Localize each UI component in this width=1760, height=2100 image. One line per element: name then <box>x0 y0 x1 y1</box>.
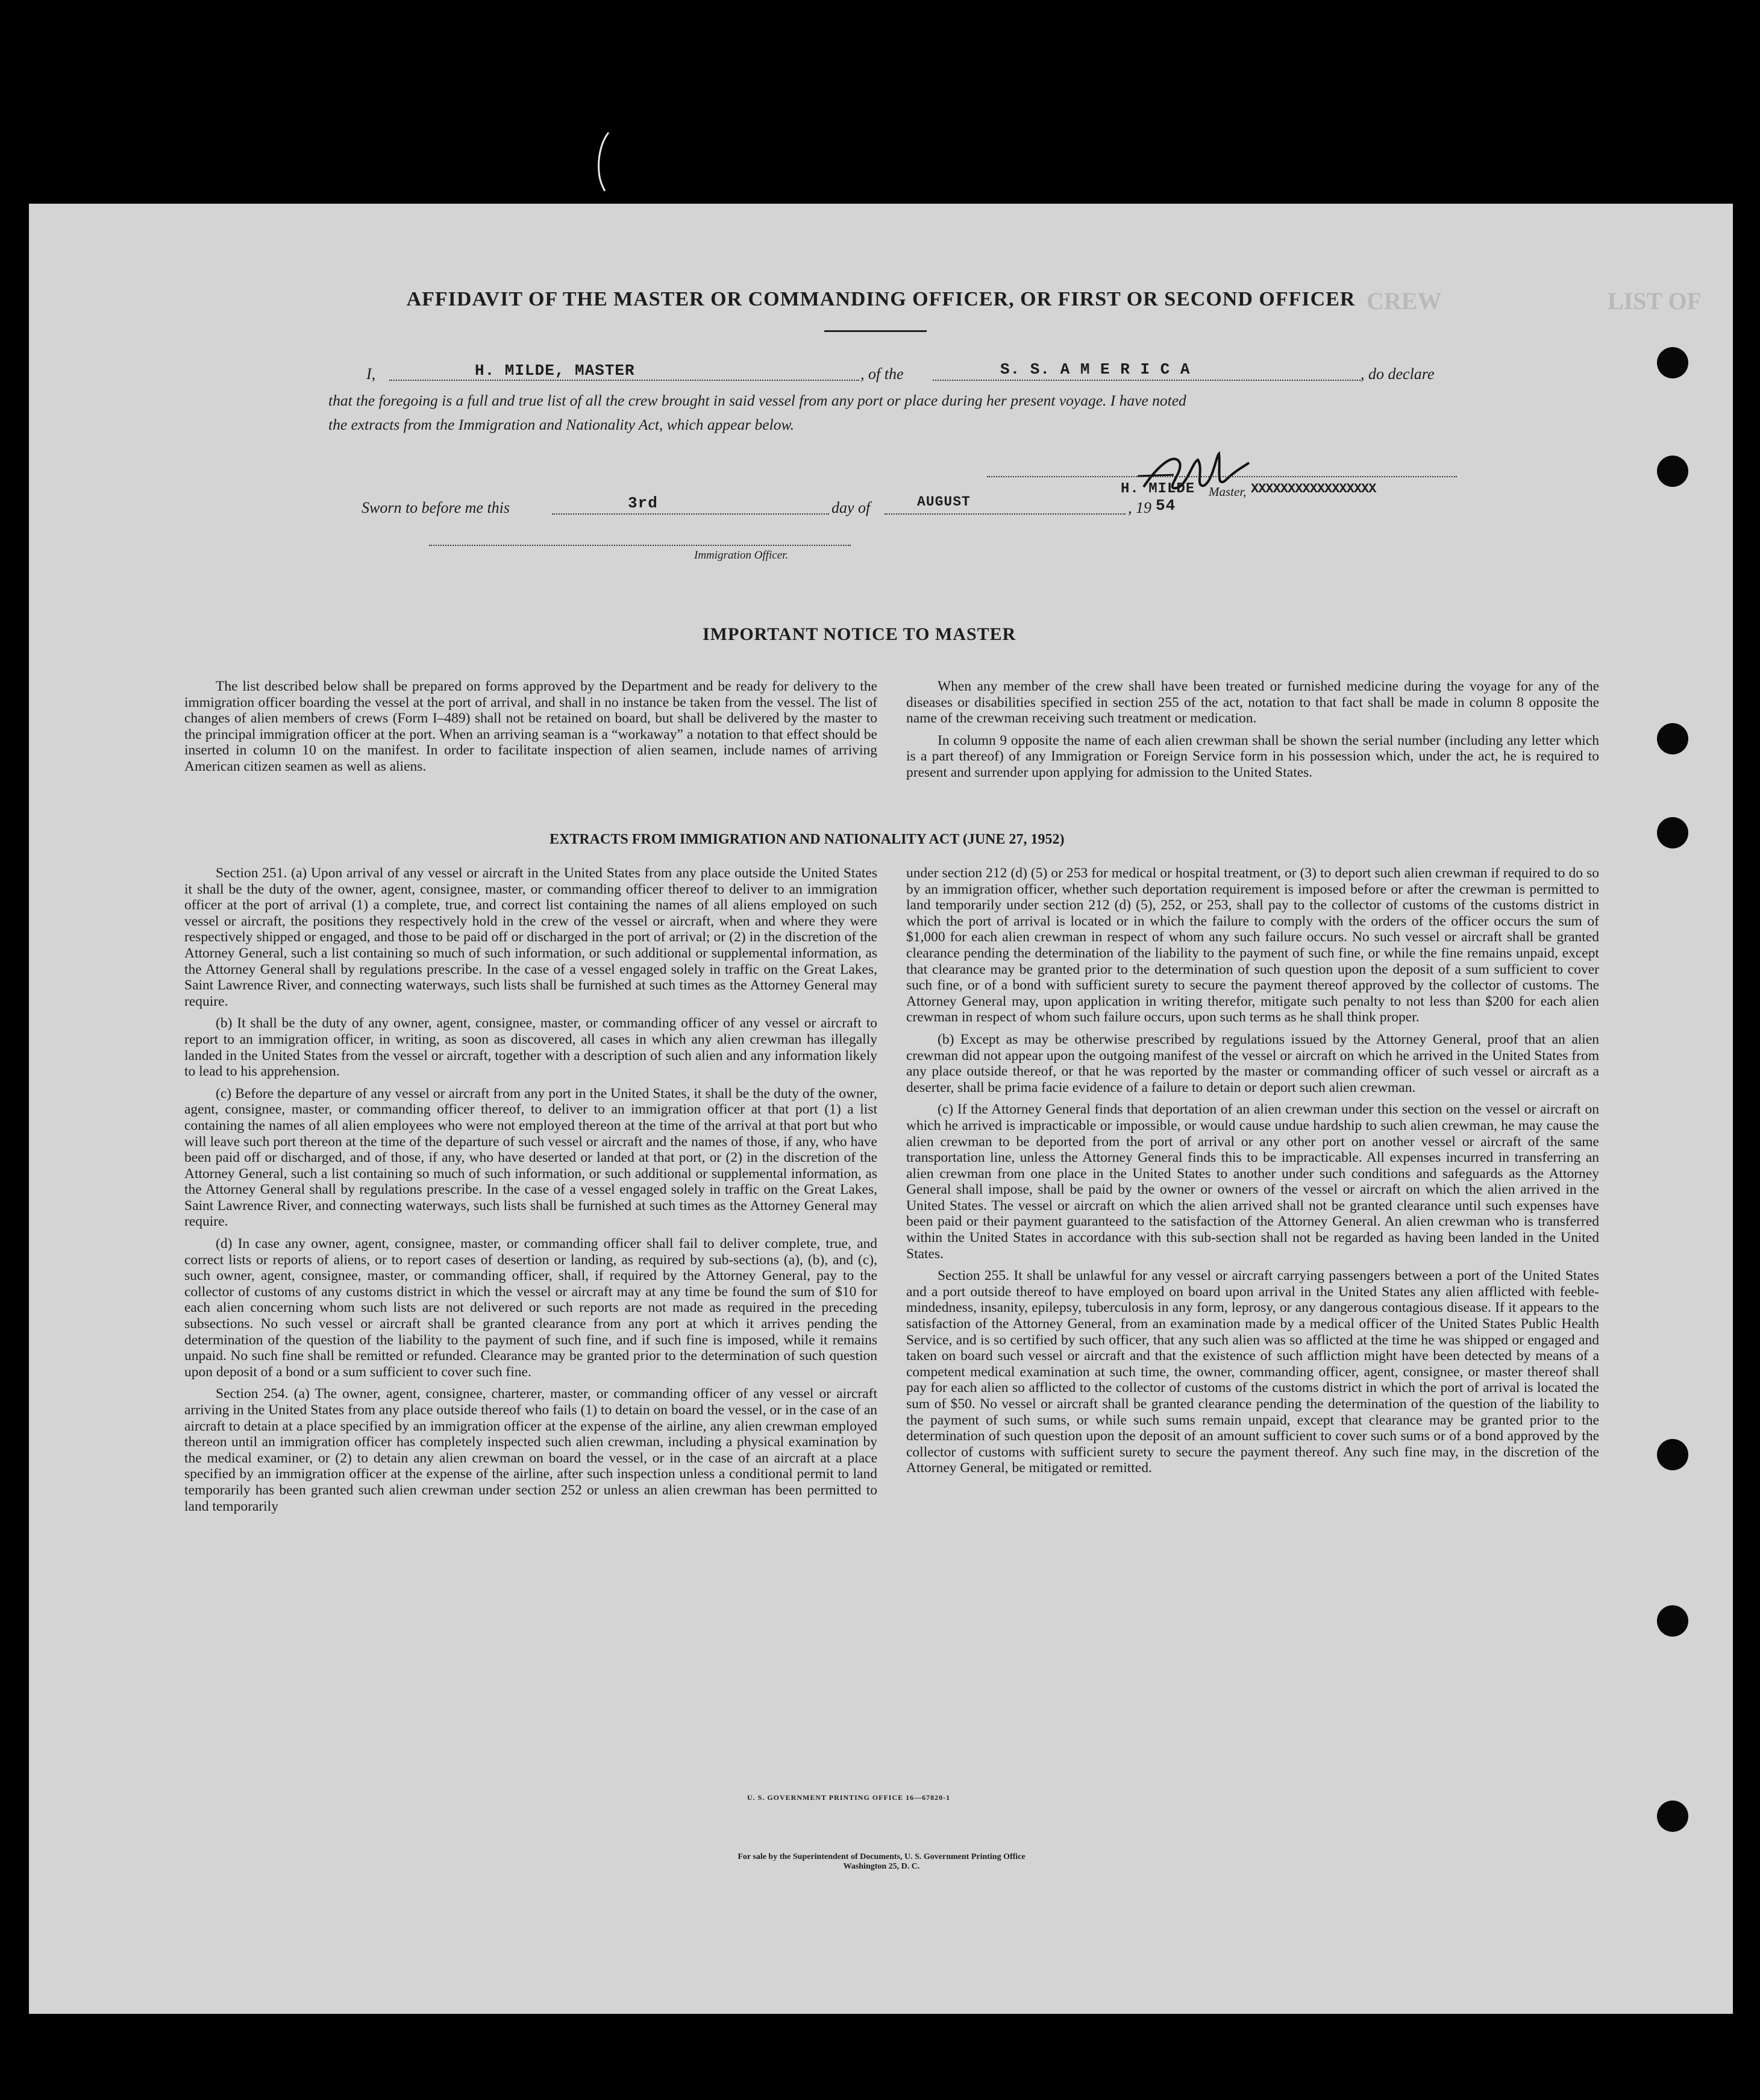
section-251-b: (b) It shall be the duty of any owner, agent, consignee, master, or commanding officer of any vessel or aircraft to report to an immigration officer, in writing, as soon as discovered, all cases in which any alien crewman has illegally landed in the United States from the vessel or aircraft, together with a description of such alien and any information likely to lead to his apprehension. <box>184 1015 877 1080</box>
section-255: Section 255. It shall be unlawful for any vessel or aircraft carrying passengers between a port of the United States and a port outside thereof to have employed on board upon arrival in the United States any alien afflicted with feeble-mindedness, insanity, epilepsy, tuberculosis in any form, leprosy, or any dangerous contagious disease. If it appears to the satisfaction of the Attorney General, from an examination made by a medical officer of the United States Public Health Service, and is so certified by such officer, that any such alien was so afflicted at the time he was shipped or engaged and taken on board such vessel or aircraft and that the existence of such affliction might have been detected by means of a competent medical examination at such time, the owner, commanding officer, agent, consignee, or master thereof shall pay for each alien so afflicted to the collector of customs of the customs district in which the port of arrival is located the sum of $50. No vessel or aircraft shall be granted clearance pending the determination of the question of the liability to the payment of such sums, or while such sums remain unpaid, except that clearance may be granted prior to the determination of such question upon the deposit of an amount sufficient to cover such sums or of a bond approved by the collector of customs with sufficient surety to secure the payment thereof. Any such fine may, in the discretion of the Attorney General, be mitigated or remitted. <box>906 1268 1599 1476</box>
section-251-c: (c) Before the departure of any vessel or aircraft from any port in the United States, it shall be the duty of the owner, agent, consignee, master, or commanding officer thereof, to deliver to an immigration officer at that port (1) a list containing the names of all alien employees who were not employed thereon at the time of the arrival at that port but who will leave such port thereon at the time of the departure of such vessel or aircraft and the names of those, if any, who have been paid off or discharged, and of those, if any, who have deserted or landed at that port, or (2) in the discretion of the Attorney General, such a list containing so much of such information, or such additional or supplemental information, as the Attorney General shall by regulations prescribe. In the case of a vessel engaged solely in traffic on the Great Lakes, Saint Lawrence River, and connecting waterways, such lists shall be furnished at such times as the Attorney General may require. <box>184 1085 877 1230</box>
do-declare-label: , do declare <box>1361 365 1435 383</box>
notice-right-paragraph-2: In column 9 opposite the name of each alien crewman shall be shown the serial number (including any letter which is a part thereof) of any Immigration or Foreign Service form in his possession which, under the act, he is required to present and surrender upon applying for admission to the United States. <box>906 732 1599 780</box>
section-251-d: (d) In case any owner, agent, consignee, master, or commanding officer shall fail to deliver complete, true, and correct lists or reports of aliens, or to report cases of desertion or landing, as required by sub-sections (a), (b), and (c), such owner, agent, consignee, master, or commanding officer, shall, if required by the Attorney General, pay to the collector of customs of any customs district in which the vessel or aircraft may at any time be found the sum of $10 for each alien concerning whom such lists are not delivered or such reports are not made as required in the preceding subsections. No such vessel or aircraft shall be granted clearance from any port at which it arrives pending the determination of the question of the liability to the payment of such fine, and if such fine is imposed, while it remains unpaid. No such fine shall be remitted or refunded. Clearance may be granted prior to the determination of such question upon deposit of a bond or a sum sufficient to cover such fine. <box>184 1236 877 1380</box>
officer-signature-line <box>429 545 851 546</box>
binder-hole-icon <box>1657 1605 1688 1637</box>
sale-line-1: For sale by the Superintendent of Documents, U. S. Government Printing Office <box>738 1852 1026 1861</box>
immigration-officer-caption: Immigration Officer. <box>694 549 789 562</box>
section-254-a-continued: under section 212 (d) (5) or 253 for medical or hospital treatment, or (3) to deport such alien crewman if required to do so by an immigration officer, whether such deportation requirement is imposed before or after the crewman is permitted to land temporarily under section 212 (d) (5), 252, or 253, shall pay to the collector of customs of the customs district in which the port of arrival is located or in which the failure to comply with the orders of the officer occurs the sum of $1,000 for each alien crewman in respect of whom any such failure occurs. No such vessel or aircraft shall be granted clearance pending the determination of the liability to the payment of such fine, or while the fine remains unpaid, except that clearance may be granted prior to the determination of such question upon the deposit of a sum sufficient to cover such fine, or of a bond with sufficient surety to secure the payment thereof approved by the collector of customs. The Attorney General may, upon application in writing therefor, mitigate such penalty to not less than $200 for each alien crewman in respect of whom such failure occurs, upon such terms as he shall think proper. <box>906 865 1599 1026</box>
day-of-label: day of <box>831 499 871 516</box>
title-rule <box>824 330 927 332</box>
sworn-month: AUGUST <box>917 494 971 510</box>
extracts-left-column <box>184 865 877 1514</box>
binder-hole-icon <box>1657 1439 1688 1470</box>
name-line <box>389 380 859 381</box>
document-sheet <box>29 204 1733 2014</box>
sworn-label: Sworn to before me this <box>362 499 510 516</box>
master-struck-text: XXXXXXXXXXXXXXXXX <box>1251 481 1376 497</box>
sworn-year: 54 <box>1156 497 1176 515</box>
bleed-through-list-of: LIST OF <box>1608 287 1702 315</box>
pencil-mark-icon <box>590 130 615 196</box>
binder-hole-icon <box>1657 817 1688 848</box>
vessel-line <box>933 380 1361 381</box>
signature-typed-name: H. MILDE <box>1121 481 1195 497</box>
notice-right-paragraph-1: When any member of the crew shall have been treated or furnished medicine during the voyage for any of the diseases or disabilities specified in section 255 of the act, notation to that fact shall be made in column 8 opposite the name of the crewman receiving such treatment or medication. <box>906 679 1599 727</box>
binder-hole-icon <box>1657 723 1688 754</box>
month-line <box>885 513 1126 515</box>
affidavit-title: AFFIDAVIT OF THE MASTER OR COMMANDING OFFICER, OR FIRST OR SECOND OFFICER <box>406 288 1356 310</box>
notice-left-paragraph: The list described below shall be prepared on forms approved by the Department and be ready for delivery to the immigration officer boarding the vessel at the port of arrival, and shall in no instance be taken from the vessel. The list of changes of alien members of crews (Form I–489) shall not be retained on board, but shall be delivered by the master to the principal immigration officer at the port. When an arriving seaman is a “workaway” a notation to that effect should be inserted in column 10 on the manifest. In order to facilitate inspection of alien seamen, include names of arriving American citizen seamen as well as aliens. <box>184 679 877 774</box>
section-254-c: (c) If the Attorney General finds that deportation of an alien crewman under this section on the vessel or aircraft on which he arrived is impracticable or impossible, or would cause undue hardship to such alien crewman, he may cause the alien crewman to be deported from the port of arrival or any other port on another vessel or aircraft of the same transportation line, unless the Attorney General finds this to be impracticable. All expenses incurred in transferring an alien crewman from one place in the United States to another under such conditions and safeguards as the Attorney General shall impose, shall be paid by the owner or owners of the vessel or aircraft on which the alien arrived in the United States. The vessel or aircraft on which the alien arrived shall not be granted clearance until such expenses have been paid or their payment guaranteed to the satisfaction of the Attorney General. An alien crewman who is transferred within the United States in accordance with this sub-section shall not be regarded as having been landed in the United States. <box>906 1102 1599 1262</box>
printing-office-line: U. S. GOVERNMENT PRINTING OFFICE 16—67820-1 <box>747 1793 951 1802</box>
extracts-right-column <box>906 865 1599 1476</box>
i-label: I, <box>366 365 376 383</box>
notice-left-column <box>184 679 877 775</box>
sworn-day: 3rd <box>628 494 658 512</box>
of-the-label: , of the <box>860 365 904 383</box>
binder-hole-icon <box>1657 1801 1688 1832</box>
sale-notice <box>571 1852 1192 1872</box>
master-label: Master, <box>1209 484 1247 499</box>
signature-line <box>987 476 1457 477</box>
declaration-line-1: that the foregoing is a full and true list of all the crew brought in said vessel from any port or place during her present voyage. I have noted <box>328 392 1186 409</box>
binder-hole-icon <box>1657 456 1688 487</box>
bleed-through-crew: CREW <box>1367 287 1442 315</box>
section-254-a: Section 254. (a) The owner, agent, consignee, charterer, master, or commanding officer of any vessel or aircraft arriving in the United States from any place outside thereof who fails (1) to detain on board the vessel, or in the case of an aircraft to detain at a place specified by an immigration officer at the expense of the airline, any alien crewman employed thereon until an immigration officer has completely inspected such alien crewman, including a physical examination by the medical examiner, or (2) to detain any alien crewman on board the vessel, or in the case of an aircraft at a place specified by an immigration officer at the expense of the airline, after such inspection unless a conditional permit to land temporarily has been granted such alien crewman under section 252 or unless an alien crewman has been permitted to land temporarily <box>184 1386 877 1514</box>
sale-line-2: Washington 25, D. C. <box>843 1862 920 1871</box>
section-251-a: Section 251. (a) Upon arrival of any vessel or aircraft in the United States from any place outside the United States it shall be the duty of the owner, agent, consignee, master, or commanding officer thereof to deliver to an immigration officer at the port of arrival (1) a complete, true, and correct list containing the names of all aliens employed on such vessel or aircraft, the positions they respectively hold in the crew of the vessel or aircraft, when and where they were respectively shipped or engaged, and those to be paid off or discharged in the port of arrival; or (2) in the discretion of the Attorney General, such a list containing so much of such information, or such additional or supplemental information, as the Attorney General shall by regulations prescribe. In the case of a vessel engaged solely in traffic on the Great Lakes, Saint Lawrence River, and connecting waterways, such lists shall be furnished at such times as the Attorney General may require. <box>184 865 877 1009</box>
notice-title: IMPORTANT NOTICE TO MASTER <box>703 624 1016 644</box>
year-prefix: , 19 <box>1128 499 1151 516</box>
day-line <box>552 513 829 515</box>
vessel-name: S. S. A M E R I C A <box>1000 360 1191 378</box>
extracts-title: EXTRACTS FROM IMMIGRATION AND NATIONALITY ACT (JUNE 27, 1952) <box>550 832 1065 847</box>
master-name: H. MILDE, MASTER <box>475 362 635 380</box>
binder-hole-icon <box>1657 347 1688 378</box>
section-254-b: (b) Except as may be otherwise prescribed by regulations issued by the Attorney General, proof that an alien crewman did not appear upon the outgoing manifest of the vessel or aircraft on which he arrived in the United States from any place outside thereof, or that he was reported by the master or commanding officer of such vessel or aircraft as a deserter, shall be prima facie evidence of a failure to detain or deport such alien crewman. <box>906 1031 1599 1095</box>
notice-right-column <box>906 679 1599 781</box>
declaration-line-2: the extracts from the Immigration and Nationality Act, which appear below. <box>328 416 794 433</box>
